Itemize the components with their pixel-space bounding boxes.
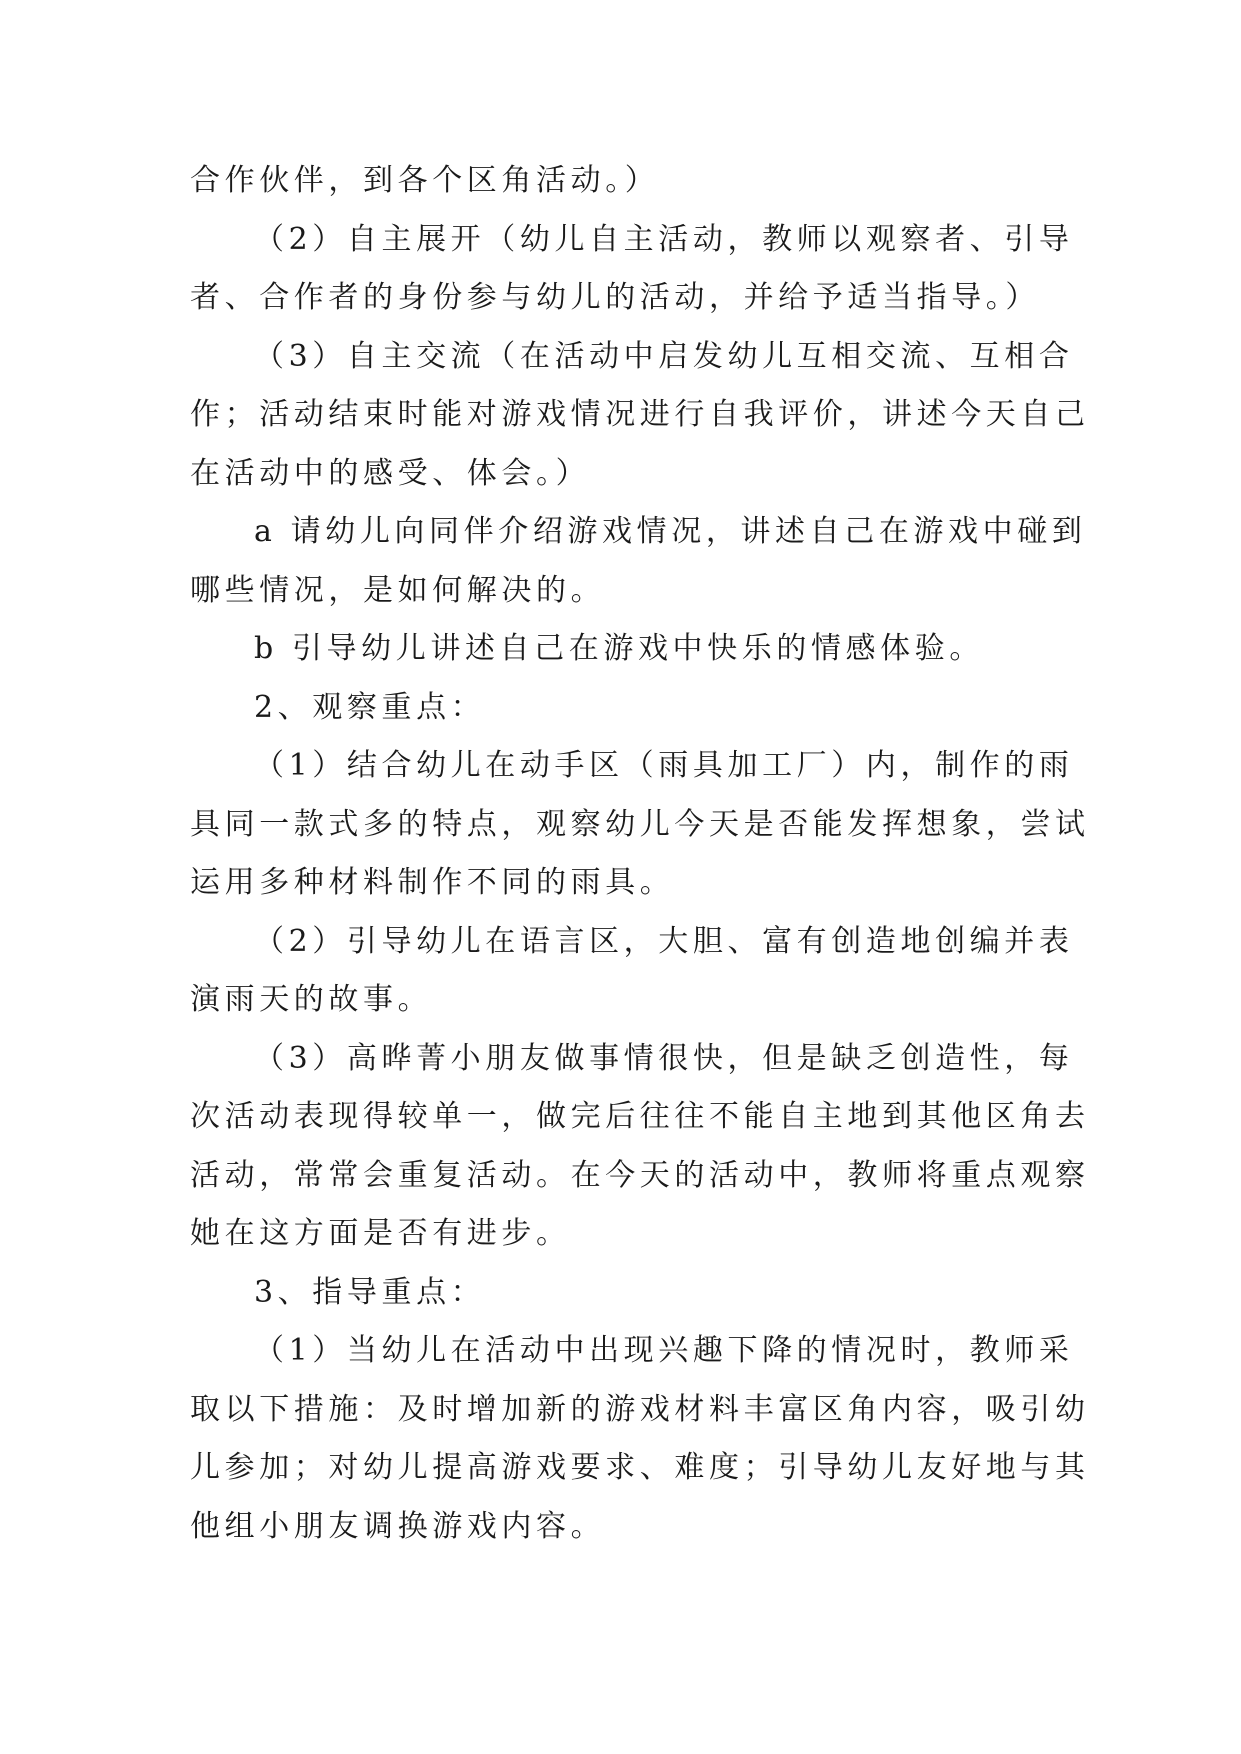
text-line: （3）自主交流（在活动中启发幼儿互相交流、互相合: [254, 338, 1074, 374]
paragraph-5: [190, 620, 1050, 679]
text-line: （1）当幼儿在活动中出现兴趣下降的情况时，教师采: [254, 1333, 1074, 1368]
text-line: 合作伙伴，到各个区角活动。）: [190, 163, 660, 198]
text-line: 运用多种材料制作不同的雨具。: [190, 865, 675, 900]
text-line: 儿参加；对幼儿提高游戏要求、难度；引导幼儿友好地与其: [190, 1450, 1090, 1485]
text-line: 作；活动结束时能对游戏情况进行自我评价，讲述今天自己: [190, 397, 1090, 432]
text-line: 3、指导重点：: [254, 1274, 486, 1310]
section-heading-observation: [190, 679, 1050, 738]
text-line: （2）自主展开（幼儿自主活动，教师以观察者、引导: [254, 221, 1074, 257]
paragraph-3: [190, 328, 1090, 504]
text-line: 取以下措施：及时增加新的游戏材料丰富区角内容，吸引幼: [190, 1391, 1090, 1427]
text-line: b 引导幼儿讲述自己在游戏中快乐的情感体验。: [254, 631, 984, 666]
text-line: 者、合作者的身份参与幼儿的活动，并给予适当指导。）: [190, 280, 1040, 315]
text-line: a 请幼儿向同伴介绍游戏情况，讲述自己在游戏中碰到: [254, 514, 1087, 549]
paragraph-11: [190, 1322, 1090, 1556]
text-line: 她在这方面是否有进步。: [190, 1216, 571, 1251]
paragraph-8: [190, 913, 1074, 1030]
text-line: 具同一款式多的特点，观察幼儿今天是否能发挥想象，尝试: [190, 806, 1090, 842]
paragraph-7: [190, 737, 1090, 913]
text-line: 次活动表现得较单一，做完后往往不能自主地到其他区角去: [190, 1099, 1090, 1134]
text-line: （2）引导幼儿在语言区，大胆、富有创造地创编并表: [254, 923, 1074, 959]
text-line: （3）高晔菁小朋友做事情很快，但是缺乏创造性，每: [254, 1040, 1074, 1076]
text-line: （1）结合幼儿在动手区（雨具加工厂）内，制作的雨: [254, 748, 1074, 783]
document-body: [190, 152, 1090, 1556]
paragraph-2: [190, 211, 1074, 328]
text-line: 演雨天的故事。: [190, 982, 433, 1017]
section-heading-guidance: [190, 1264, 1050, 1323]
paragraph-9: [190, 1030, 1090, 1264]
text-line: 活动，常常会重复活动。在今天的活动中，教师将重点观察: [190, 1157, 1090, 1193]
text-line: 他组小朋友调换游戏内容。: [190, 1508, 606, 1544]
paragraph-1: [190, 152, 1050, 211]
text-line: 2、观察重点：: [254, 689, 486, 725]
paragraph-4: [190, 503, 1087, 620]
text-line: 哪些情况，是如何解决的。: [190, 572, 606, 608]
text-line: 在活动中的感受、体会。）: [190, 455, 591, 491]
